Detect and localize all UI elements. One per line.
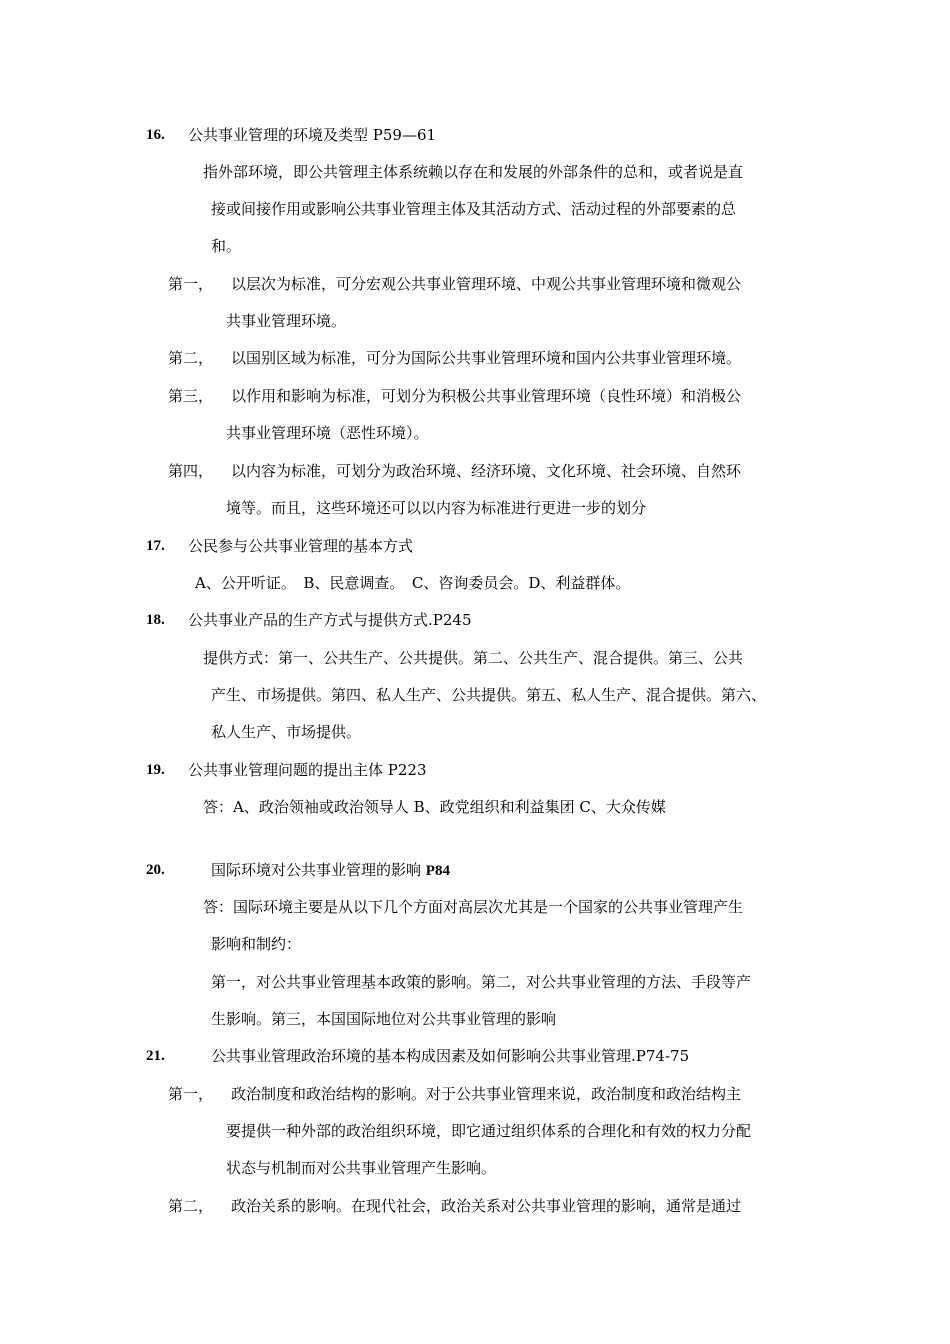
item-title: 公民参与公共事业管理的基本方式 <box>188 537 414 555</box>
definition-line: 和。 <box>211 237 242 255</box>
point-text: 政治制度和政治结构的影响。对于公共事业管理来说，政治制度和政治结构主 <box>231 1085 742 1103</box>
answer-line: 生影响。第三，本国国际地位对公共事业管理的影响 <box>211 1010 557 1028</box>
page-ref: P84 <box>425 863 450 879</box>
item-title: 公共事业管理的环境及类型 P59—61 <box>188 126 437 144</box>
point-label: 第一， <box>168 1085 214 1103</box>
answer-line: 私人生产、市场提供。 <box>211 723 362 741</box>
item-number: 20. <box>146 862 165 878</box>
answer-line: 答：国际环境主要是从以下几个方面对高层次尤其是一个国家的公共事业管理产生 <box>203 898 744 916</box>
item-title: 公共事业管理问题的提出主体 P223 <box>188 761 427 779</box>
item-number: 17. <box>146 538 165 554</box>
point-text: 共事业管理环境（恶性环境）。 <box>226 424 429 442</box>
point-label: 第一， <box>168 275 214 293</box>
item-title: 公共事业管理政治环境的基本构成因素及如何影响公共事业管理.P74-75 <box>211 1047 690 1065</box>
answer-line: 答：A、政治领袖或政治领导人 B、政党组织和利益集团 C、大众传媒 <box>203 798 666 816</box>
point-label: 第四， <box>168 462 214 480</box>
point-text: 以国别区域为标准，可分为国际公共事业管理环境和国内公共事业管理环境。 <box>231 349 742 367</box>
item-number: 16. <box>146 127 165 143</box>
point-text: 以层次为标准，可分宏观公共事业管理环境、中观公共事业管理环境和微观公 <box>231 275 742 293</box>
item-number: 18. <box>146 612 165 628</box>
point-text: 以内容为标准，可划分为政治环境、经济环境、文化环境、社会环境、自然环 <box>231 462 742 480</box>
point-text: 状态与机制而对公共事业管理产生影响。 <box>226 1159 497 1177</box>
answer-line: 产生、市场提供。第四、私人生产、公共提供。第五、私人生产、混合提供。第六、 <box>211 686 767 704</box>
point-label: 第二， <box>168 349 214 367</box>
item-title: 国际环境对公共事业管理的影响 P84 <box>211 861 450 879</box>
item-number: 21. <box>146 1048 165 1064</box>
point-text: 境等。而且，这些环境还可以以内容为标准进行更进一步的划分 <box>226 499 647 517</box>
answer-line: A、公开听证。 B、民意调查。 C、咨询委员会。D、利益群体。 <box>195 574 631 592</box>
point-label: 第三， <box>168 387 214 405</box>
definition-line: 指外部环境，即公共管理主体系统赖以存在和发展的外部条件的总和，或者说是直 <box>203 163 744 181</box>
point-label: 第二， <box>168 1197 214 1215</box>
point-text: 以作用和影响为标准，可划分为积极公共事业管理环境（良性环境）和消极公 <box>231 387 742 405</box>
point-text: 要提供一种外部的政治组织环境，即它通过组织体系的合理化和有效的权力分配 <box>226 1122 752 1140</box>
answer-line: 第一，对公共事业管理基本政策的影响。第二，对公共事业管理的方法、手段等产 <box>211 973 752 991</box>
definition-line: 接或间接作用或影响公共事业管理主体及其活动方式、活动过程的外部要素的总 <box>211 200 737 218</box>
point-text: 政治关系的影响。在现代社会，政治关系对公共事业管理的影响，通常是通过 <box>231 1197 742 1215</box>
item-title: 公共事业产品的生产方式与提供方式.P245 <box>188 611 472 629</box>
answer-line: 提供方式：第一、公共生产、公共提供。第二、公共生产、混合提供。第三、公共 <box>203 649 744 667</box>
answer-line: 影响和制约： <box>211 935 302 953</box>
item-number: 19. <box>146 762 165 778</box>
point-text: 共事业管理环境。 <box>226 312 347 330</box>
